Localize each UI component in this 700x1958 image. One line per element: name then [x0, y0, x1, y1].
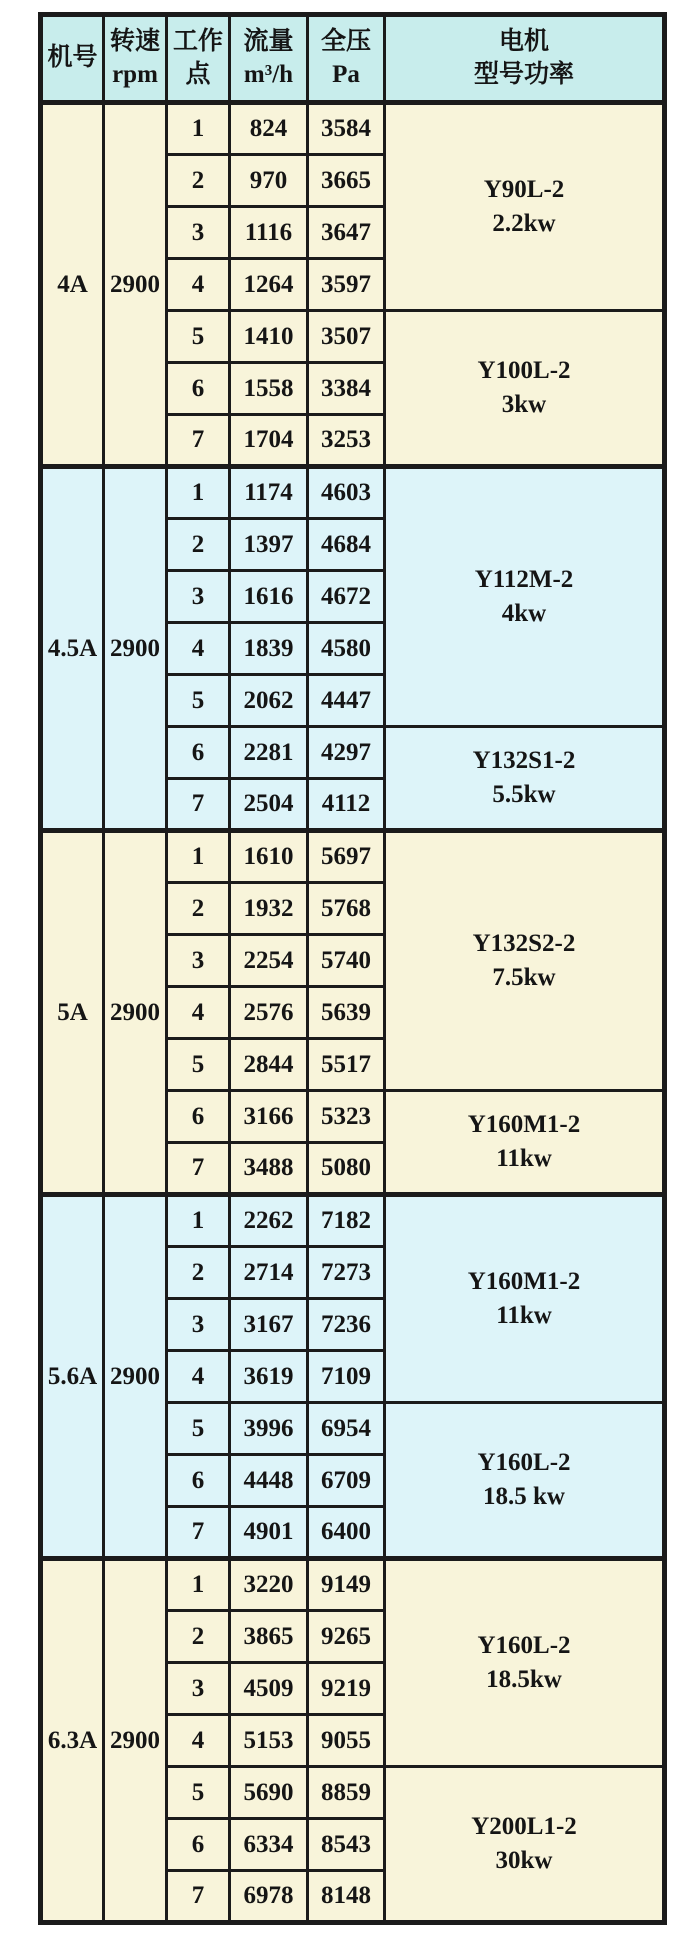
cell-rpm: 2900: [104, 1195, 167, 1559]
cell-point: 3: [167, 1663, 230, 1715]
cell-point: 5: [167, 1039, 230, 1091]
cell-flow: 6334: [230, 1819, 308, 1871]
header-model-label: 机号: [47, 44, 98, 72]
cell-flow: 1616: [230, 571, 308, 623]
motor-model: Y132S2-2: [472, 930, 576, 958]
motor-power: 7.5kw: [492, 964, 556, 991]
header-motor-label: 电机: [498, 28, 549, 55]
table-row: [41, 831, 665, 883]
cell-flow: 1264: [230, 259, 308, 311]
cell-point: 5: [167, 311, 230, 363]
cell-model: 4.5A: [41, 467, 104, 831]
motor-model: Y160M1-2: [467, 1268, 581, 1296]
fan-spec-table: [38, 12, 667, 1925]
motor-model: Y100L-2: [477, 357, 571, 385]
cell-flow: 4901: [230, 1507, 308, 1559]
group-4.5A: [41, 467, 665, 831]
cell-point: 7: [167, 1143, 230, 1195]
cell-pressure: 6954: [308, 1403, 385, 1455]
cell-flow: 3865: [230, 1611, 308, 1663]
motor-power: 3kw: [501, 391, 547, 418]
cell-flow: 1558: [230, 363, 308, 415]
motor-model: Y90L-2: [483, 176, 565, 204]
cell-point: 5: [167, 1403, 230, 1455]
cell-flow: 2714: [230, 1247, 308, 1299]
cell-pressure: 4447: [308, 675, 385, 727]
header-point: [167, 15, 230, 103]
cell-motor: [385, 103, 665, 311]
cell-model: 4A: [41, 103, 104, 467]
motor-model: Y160L-2: [477, 1632, 571, 1660]
cell-pressure: 9149: [308, 1559, 385, 1611]
motor-power: 4kw: [501, 600, 547, 627]
cell-point: 6: [167, 363, 230, 415]
cell-pressure: 8148: [308, 1871, 385, 1923]
motor-model: Y112M-2: [474, 566, 574, 594]
cell-motor: [385, 1767, 665, 1923]
cell-motor: [385, 1559, 665, 1767]
cell-point: 1: [167, 467, 230, 519]
cell-point: 2: [167, 155, 230, 207]
header-model: [41, 15, 104, 103]
cell-flow: 2281: [230, 727, 308, 779]
cell-point: 3: [167, 571, 230, 623]
cell-pressure: 5697: [308, 831, 385, 883]
cell-pressure: 9265: [308, 1611, 385, 1663]
motor-model: Y200L1-2: [471, 1813, 577, 1841]
cell-point: 2: [167, 1247, 230, 1299]
cell-pressure: 3253: [308, 415, 385, 467]
group-4A: [41, 103, 665, 467]
cell-flow: 1704: [230, 415, 308, 467]
cell-flow: 824: [230, 103, 308, 155]
cell-flow: 1116: [230, 207, 308, 259]
group-5.6A: [41, 1195, 665, 1559]
header-motor-label2: 型号功率: [473, 60, 574, 88]
cell-point: 3: [167, 207, 230, 259]
cell-flow: 3619: [230, 1351, 308, 1403]
cell-pressure: 7273: [308, 1247, 385, 1299]
cell-pressure: 5768: [308, 883, 385, 935]
cell-flow: 3996: [230, 1403, 308, 1455]
cell-point: 1: [167, 1559, 230, 1611]
cell-flow: 3220: [230, 1559, 308, 1611]
cell-flow: 6978: [230, 1871, 308, 1923]
cell-point: 7: [167, 415, 230, 467]
motor-model: Y132S1-2: [472, 747, 576, 775]
cell-flow: 1610: [230, 831, 308, 883]
header-flow-label: 流量: [243, 28, 294, 55]
cell-point: 6: [167, 1819, 230, 1871]
cell-point: 4: [167, 623, 230, 675]
cell-pressure: 6400: [308, 1507, 385, 1559]
header-speed-unit: rpm: [112, 60, 158, 88]
cell-pressure: 3647: [308, 207, 385, 259]
cell-flow: 5153: [230, 1715, 308, 1767]
group-5A: [41, 831, 665, 1195]
cell-model: 5.6A: [41, 1195, 104, 1559]
motor-power: 5.5kw: [492, 781, 556, 808]
cell-point: 1: [167, 1195, 230, 1247]
cell-pressure: 4112: [308, 779, 385, 831]
cell-model: 5A: [41, 831, 104, 1195]
cell-pressure: 5639: [308, 987, 385, 1039]
cell-model: 6.3A: [41, 1559, 104, 1923]
cell-motor: [385, 467, 665, 727]
cell-pressure: 4684: [308, 519, 385, 571]
cell-flow: 1397: [230, 519, 308, 571]
header-point-label2: 点: [185, 60, 211, 88]
cell-pressure: 3384: [308, 363, 385, 415]
cell-point: 4: [167, 987, 230, 1039]
header-motor: [385, 15, 665, 103]
cell-rpm: 2900: [104, 831, 167, 1195]
motor-power: 2.2kw: [492, 210, 556, 237]
cell-flow: 5690: [230, 1767, 308, 1819]
cell-pressure: 7109: [308, 1351, 385, 1403]
cell-flow: 2262: [230, 1195, 308, 1247]
cell-pressure: 9055: [308, 1715, 385, 1767]
cell-pressure: 3665: [308, 155, 385, 207]
cell-point: 4: [167, 1351, 230, 1403]
header-pressure: [308, 15, 385, 103]
cell-pressure: 8859: [308, 1767, 385, 1819]
table-row: [41, 467, 665, 519]
header-row: [41, 15, 665, 103]
cell-point: 2: [167, 519, 230, 571]
cell-point: 2: [167, 1611, 230, 1663]
cell-point: 5: [167, 1767, 230, 1819]
cell-pressure: 4580: [308, 623, 385, 675]
cell-point: 1: [167, 103, 230, 155]
cell-pressure: 8543: [308, 1819, 385, 1871]
cell-point: 6: [167, 727, 230, 779]
cell-motor: [385, 311, 665, 467]
cell-flow: 2062: [230, 675, 308, 727]
cell-point: 3: [167, 1299, 230, 1351]
table-row: [41, 1195, 665, 1247]
cell-point: 7: [167, 1871, 230, 1923]
motor-power: 11kw: [496, 1145, 552, 1172]
cell-pressure: 5323: [308, 1091, 385, 1143]
cell-motor: [385, 727, 665, 831]
group-6.3A: [41, 1559, 665, 1923]
cell-point: 6: [167, 1455, 230, 1507]
table-row: [41, 1559, 665, 1611]
cell-point: 7: [167, 1507, 230, 1559]
cell-point: 2: [167, 883, 230, 935]
cell-flow: 3167: [230, 1299, 308, 1351]
cell-point: 5: [167, 675, 230, 727]
header-speed-label: 转速: [109, 28, 160, 55]
cell-flow: 2254: [230, 935, 308, 987]
motor-power: 18.5 kw: [483, 1483, 565, 1510]
cell-flow: 1839: [230, 623, 308, 675]
cell-pressure: 3597: [308, 259, 385, 311]
cell-flow: 4509: [230, 1663, 308, 1715]
motor-model: Y160M1-2: [467, 1111, 581, 1139]
header-point-label: 工作: [172, 28, 223, 55]
motor-power: 18.5kw: [486, 1666, 562, 1693]
cell-pressure: 5080: [308, 1143, 385, 1195]
motor-power: 30kw: [495, 1847, 553, 1874]
cell-motor: [385, 1091, 665, 1195]
cell-flow: 4448: [230, 1455, 308, 1507]
cell-motor: [385, 1195, 665, 1403]
cell-point: 3: [167, 935, 230, 987]
header-speed: [104, 15, 167, 103]
cell-flow: 3166: [230, 1091, 308, 1143]
motor-power: 11kw: [496, 1302, 552, 1329]
cell-pressure: 9219: [308, 1663, 385, 1715]
cell-flow: 1174: [230, 467, 308, 519]
cell-flow: 2504: [230, 779, 308, 831]
cell-pressure: 4672: [308, 571, 385, 623]
cell-flow: 2576: [230, 987, 308, 1039]
cell-flow: 970: [230, 155, 308, 207]
cell-flow: 3488: [230, 1143, 308, 1195]
cell-motor: [385, 831, 665, 1091]
cell-pressure: 5517: [308, 1039, 385, 1091]
cell-point: 7: [167, 779, 230, 831]
header-pressure-unit: Pa: [332, 60, 360, 88]
cell-flow: 2844: [230, 1039, 308, 1091]
cell-point: 1: [167, 831, 230, 883]
cell-point: 4: [167, 1715, 230, 1767]
header-pressure-label: 全压: [320, 28, 371, 55]
table-header: [41, 15, 665, 103]
cell-flow: 1410: [230, 311, 308, 363]
motor-model: Y160L-2: [477, 1449, 571, 1477]
cell-pressure: 3584: [308, 103, 385, 155]
cell-flow: 1932: [230, 883, 308, 935]
cell-pressure: 6709: [308, 1455, 385, 1507]
cell-pressure: 7182: [308, 1195, 385, 1247]
cell-pressure: 4603: [308, 467, 385, 519]
header-flow-unit: m³/h: [243, 60, 294, 88]
cell-rpm: 2900: [104, 1559, 167, 1923]
table-row: [41, 103, 665, 155]
header-flow: [230, 15, 308, 103]
cell-pressure: 7236: [308, 1299, 385, 1351]
cell-motor: [385, 1403, 665, 1559]
cell-pressure: 4297: [308, 727, 385, 779]
cell-pressure: 5740: [308, 935, 385, 987]
cell-rpm: 2900: [104, 467, 167, 831]
cell-point: 4: [167, 259, 230, 311]
cell-point: 6: [167, 1091, 230, 1143]
cell-rpm: 2900: [104, 103, 167, 467]
cell-pressure: 3507: [308, 311, 385, 363]
